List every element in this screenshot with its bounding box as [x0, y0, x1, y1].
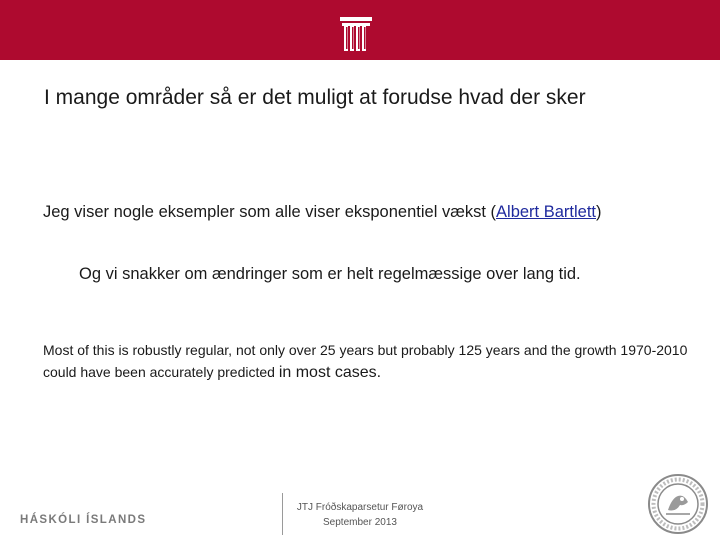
footer-institution: JTJ Fróðskaparsetur Føroya	[296, 502, 424, 513]
university-seal-icon	[646, 472, 710, 536]
regularity-paragraph-main: Most of this is robustly regular, not only over 25 years but probably 125 years and the growth 1970-2010 could have been accurately predicted	[43, 342, 688, 380]
examples-line-prefix: Jeg viser nogle eksempler som alle viser eksponentiel vækst (	[43, 203, 497, 221]
examples-line	[43, 203, 602, 222]
regularity-paragraph	[43, 339, 693, 384]
regularity-paragraph-end: in most cases.	[278, 364, 382, 381]
footer-info	[270, 500, 450, 530]
changes-line: Og vi snakker om ændringer som er helt regelmæssige over lang tid.	[79, 265, 581, 283]
albert-bartlett-link[interactable]: Albert Bartlett	[496, 203, 596, 221]
footer-date: September 2013	[323, 517, 397, 528]
university-emblem-icon	[335, 14, 377, 56]
slide-title: I mange områder så er det muligt at forudse hvad der sker	[44, 86, 586, 109]
examples-line-suffix: )	[596, 203, 602, 221]
footer-university-logo: HÁSKÓLI ÍSLANDS	[20, 514, 147, 526]
top-header-bar	[0, 0, 720, 60]
